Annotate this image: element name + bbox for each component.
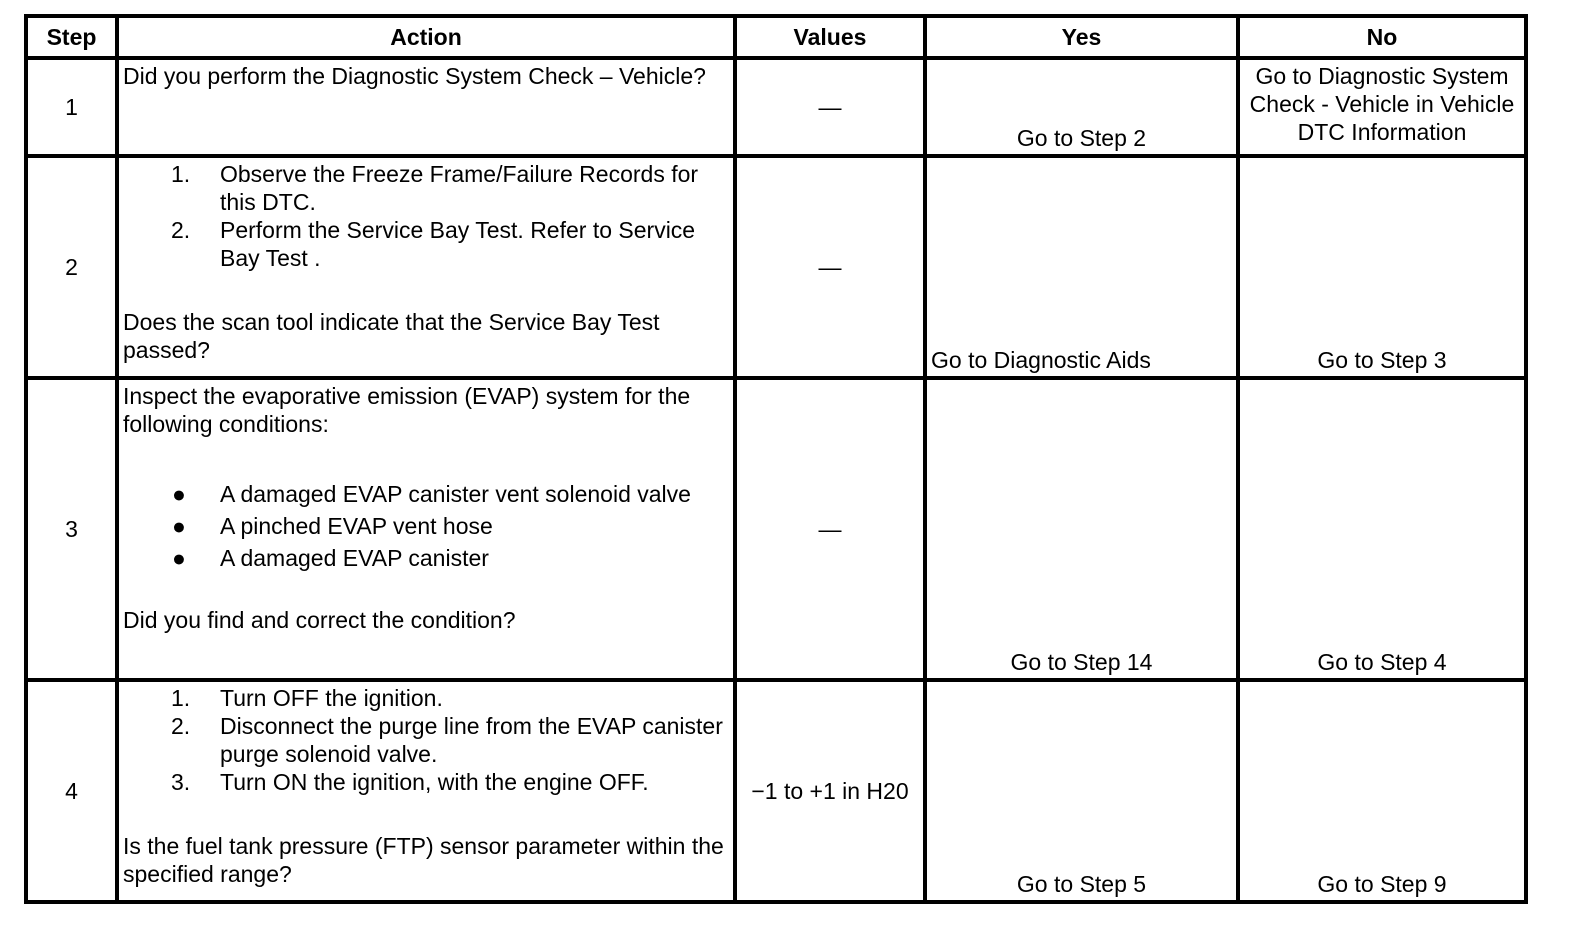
yes-cell xyxy=(925,58,1238,156)
action-question: Did you find and correct the condition? xyxy=(123,607,516,633)
action-step xyxy=(123,216,729,272)
action-steps-list xyxy=(123,684,729,796)
no-link[interactable]: Go to Step 3 xyxy=(1317,347,1447,373)
spacer xyxy=(123,272,729,308)
condition-text: A damaged EVAP canister xyxy=(220,545,489,571)
no-link[interactable]: Go to Step 9 xyxy=(1317,871,1447,897)
step-index: 1. xyxy=(171,161,191,187)
condition-text: A pinched EVAP vent hose xyxy=(220,513,493,539)
table-row-step-1 xyxy=(26,58,1526,156)
values-cell xyxy=(735,680,925,902)
yes-cell xyxy=(925,156,1238,378)
header-no: No xyxy=(1238,16,1526,58)
action-question: Does the scan tool indicate that the Service Bay Test passed? xyxy=(123,309,660,363)
action-step xyxy=(123,684,729,712)
spacer xyxy=(123,796,729,832)
condition-text: A damaged EVAP canister vent solenoid valve xyxy=(220,481,691,507)
action-cell xyxy=(117,156,735,378)
values-text: — xyxy=(818,94,842,120)
no-cell xyxy=(1238,378,1526,680)
yes-link[interactable]: Go to Step 2 xyxy=(1016,125,1147,151)
action-cell xyxy=(117,58,735,156)
yes-cell xyxy=(925,378,1238,680)
action-cell xyxy=(117,378,735,680)
step-index: 2. xyxy=(171,713,191,739)
condition-item xyxy=(123,480,729,508)
action-step xyxy=(123,160,729,216)
values-text: −1 to +1 in H20 xyxy=(751,778,909,804)
step-number: 1 xyxy=(26,58,117,156)
condition-item xyxy=(123,544,729,572)
values-cell xyxy=(735,58,925,156)
action-question: Is the fuel tank pressure (FTP) sensor parameter within the specified range? xyxy=(123,833,724,887)
diagnostic-table xyxy=(24,14,1528,904)
step-index: 2. xyxy=(171,217,191,243)
bullet-icon: ● xyxy=(172,513,186,539)
header-step: Step xyxy=(26,16,117,58)
no-link[interactable]: Go to Diagnostic System Check - Vehicle in Vehicle DTC Information xyxy=(1249,63,1515,145)
step-index: 3. xyxy=(171,769,191,795)
values-cell xyxy=(735,156,925,378)
step-number: 3 xyxy=(26,378,117,680)
values-text: — xyxy=(818,516,842,542)
no-link[interactable]: Go to Step 4 xyxy=(1317,649,1447,675)
yes-link[interactable]: Go to Step 14 xyxy=(1010,649,1153,675)
table-row-step-2 xyxy=(26,156,1526,378)
action-step xyxy=(123,768,729,796)
action-step xyxy=(123,712,729,768)
yes-link[interactable]: Go to Diagnostic Aids xyxy=(931,347,1151,373)
step-index: 1. xyxy=(171,685,191,711)
no-cell xyxy=(1238,680,1526,902)
action-steps-list xyxy=(123,160,729,272)
bullet-icon: ● xyxy=(172,481,186,507)
step-text: Observe the Freeze Frame/Failure Records for this DTC. xyxy=(220,161,699,215)
step-number: 4 xyxy=(26,680,117,902)
action-cell xyxy=(117,680,735,902)
header-action: Action xyxy=(117,16,735,58)
step-text: Turn OFF the ignition. xyxy=(220,685,443,711)
spacer xyxy=(123,438,729,480)
condition-item xyxy=(123,512,729,540)
table-row-step-4 xyxy=(26,680,1526,902)
table-row-step-3 xyxy=(26,378,1526,680)
values-cell xyxy=(735,378,925,680)
spacer xyxy=(123,576,729,606)
step-text: Perform the Service Bay Test. Refer to Service Bay Test . xyxy=(220,217,696,271)
values-text: — xyxy=(818,254,842,280)
header-values: Values xyxy=(735,16,925,58)
yes-cell xyxy=(925,680,1238,902)
step-text: Turn ON the ignition, with the engine OFF. xyxy=(220,769,649,795)
bullet-icon: ● xyxy=(172,545,186,571)
no-cell xyxy=(1238,156,1526,378)
yes-link[interactable]: Go to Step 5 xyxy=(1016,871,1147,897)
no-cell xyxy=(1238,58,1526,156)
action-question: Did you perform the Diagnostic System Check – Vehicle? xyxy=(123,63,706,89)
action-intro: Inspect the evaporative emission (EVAP) system for the following conditions: xyxy=(123,383,691,437)
condition-list xyxy=(123,480,729,572)
header-yes: Yes xyxy=(925,16,1238,58)
step-text: Disconnect the purge line from the EVAP canister purge solenoid valve. xyxy=(220,713,723,767)
step-number: 2 xyxy=(26,156,117,378)
header-row xyxy=(26,16,1526,58)
